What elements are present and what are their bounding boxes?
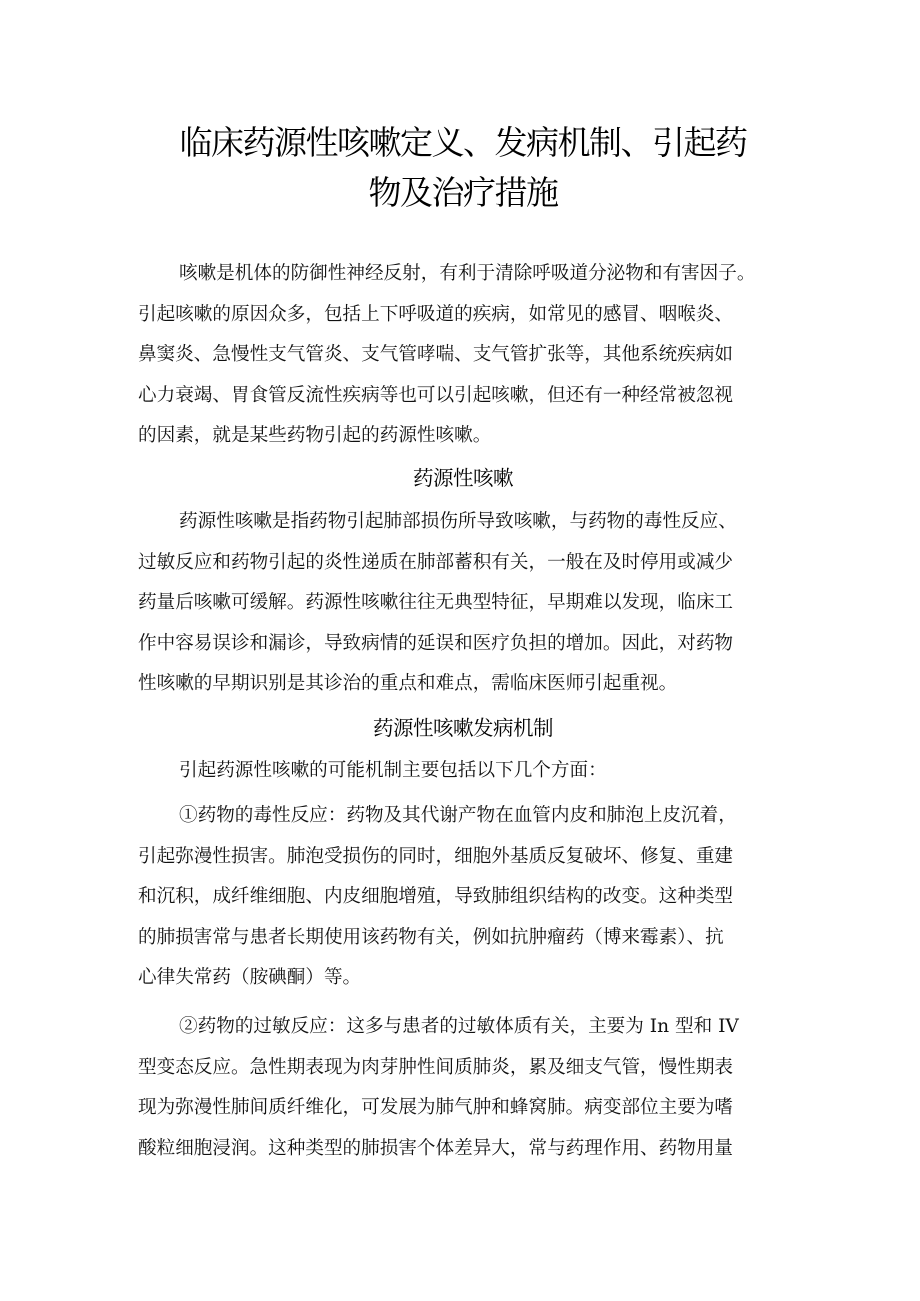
paragraph-line: 引起弥漫性损害。肺泡受损伤的同时，细胞外基质反复破坏、修复、重建 xyxy=(138,845,734,867)
paragraph-line: ①药物的毒性反应：药物及其代谢产物在血管内皮和肺泡上皮沉着， xyxy=(179,805,737,826)
paragraph-line: 的因素，就是某些药物引起的药源性咳嗽。 xyxy=(138,425,492,446)
paragraph-line: 过敏反应和药物引起的炎性递质在肺部蓄积有关，一般在及时停用或减少 xyxy=(138,551,734,573)
paragraph-line: 药量后咳嗽可缓解。药源性咳嗽往往无典型特征，早期难以发现，临床工 xyxy=(138,592,734,613)
section-heading-pathogenesis: 药源性咳嗽发病机制 xyxy=(373,716,553,740)
title-line-2: 物及治疗措施 xyxy=(368,173,558,212)
paragraph-line: 和沉积，成纤维细胞、内皮细胞增殖，导致肺组织结构的改变。这种类型 xyxy=(138,886,734,907)
paragraph-line: 性咳嗽的早期识别是其诊治的重点和难点，需临床医师引起重视。 xyxy=(138,673,678,694)
paragraph-line: 心律失常药（胺碘酮）等。 xyxy=(138,967,362,988)
mechanism-item-allergic-reaction xyxy=(138,1007,788,1169)
document-title xyxy=(130,118,796,218)
paragraph-line: 心力衰竭、胃食管反流性疾病等也可以引起咳嗽，但还有一种经常被忽视 xyxy=(138,384,734,406)
paragraph-line: 的肺损害常与患者长期使用该药物有关，例如抗肿瘤药（博来霉素）、抗 xyxy=(138,926,724,948)
paragraph-line: ②药物的过敏反应：这多与患者的过敏体质有关，主要为 In 型和 IV xyxy=(179,1016,739,1037)
paragraph-line: 咳嗽是机体的防御性神经反射，有利于清除呼吸道分泌物和有害因子。 xyxy=(179,263,756,284)
paragraph-line: 型变态反应。急性期表现为肉芽肿性间质肺炎，累及细支气管，慢性期表 xyxy=(138,1056,734,1078)
section1-paragraph xyxy=(138,502,788,705)
paragraph-line: 现为弥漫性肺间质纤维化，可发展为肺气肿和蜂窝肺。病变部位主要为嗜 xyxy=(138,1097,734,1118)
paragraph-line: 药源性咳嗽是指药物引起肺部损伤所导致咳嗽，与药物的毒性反应、 xyxy=(179,511,737,532)
mechanism-item-toxic-reaction xyxy=(138,796,788,999)
title-line-1: 临床药源性咳嗽定义、发病机制、引起药 xyxy=(179,123,747,162)
section-heading-drug-induced-cough: 药源性咳嗽 xyxy=(413,466,513,490)
paragraph-line: 引起咳嗽的原因众多，包括上下呼吸道的疾病，如常见的感冒、咽喉炎、 xyxy=(138,303,734,325)
paragraph-line: 作中容易误诊和漏诊，导致病情的延误和医疗负担的增加。因此，对药物 xyxy=(138,632,734,654)
intro-paragraph xyxy=(138,254,788,457)
section2-intro xyxy=(138,751,788,792)
paragraph-line: 引起药源性咳嗽的可能机制主要包括以下几个方面： xyxy=(179,760,607,781)
paragraph-line: 酸粒细胞浸润。这种类型的肺损害个体差异大，常与药理作用、药物用量 xyxy=(138,1137,734,1159)
paragraph-line: 鼻窦炎、急慢性支气管炎、支气管哮喘、支气管扩张等，其他系统疾病如 xyxy=(138,344,734,365)
